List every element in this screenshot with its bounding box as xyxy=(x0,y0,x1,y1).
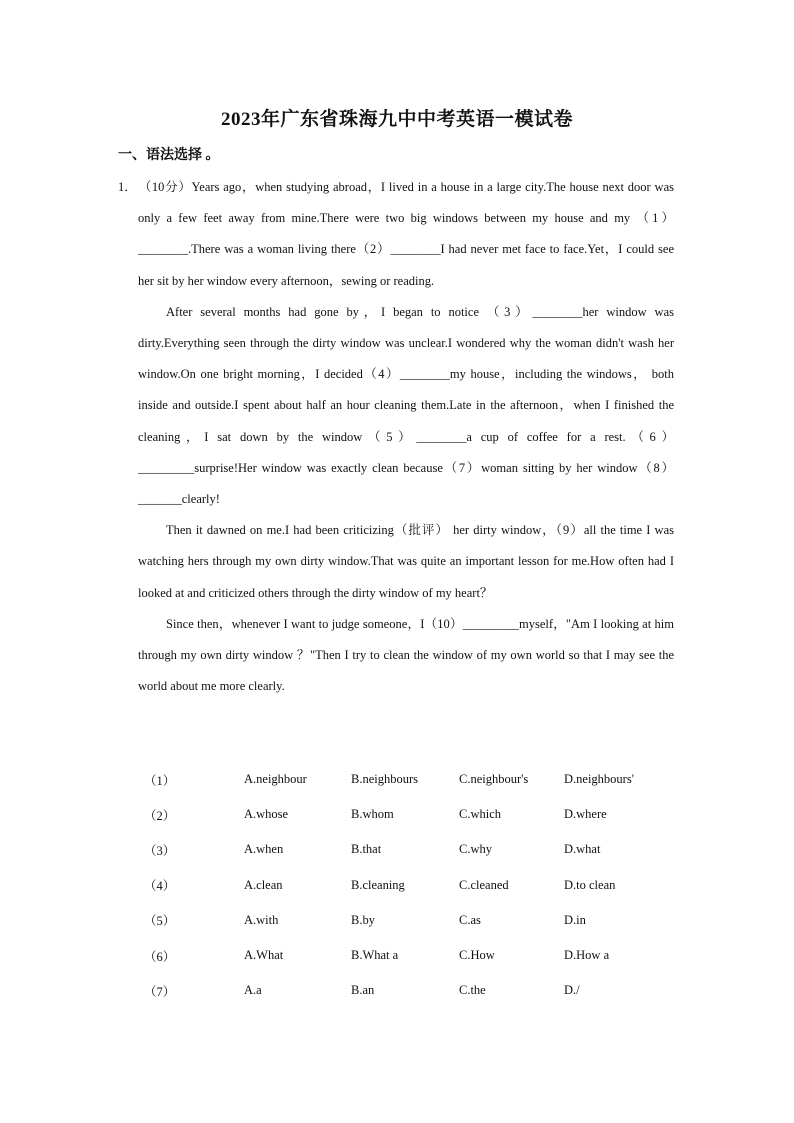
option-label: （7） xyxy=(144,984,176,999)
option-row-5 xyxy=(140,903,674,938)
option-choice-a[interactable]: A.What xyxy=(244,948,284,963)
reading-passage xyxy=(118,172,674,702)
option-row-3 xyxy=(140,832,674,867)
option-choice-c[interactable]: C.How xyxy=(459,948,495,963)
option-choice-d[interactable]: D.to clean xyxy=(564,877,616,892)
passage-paragraph-2: After several months had gone by，I began to notice （3）________her window was dirty.Everything seen through the dirty window was unclear.I wondered why the woman didn't wash her window.On one bright morning，I decided（4）________my house，including the windows， both inside and outside.I spent about half an hour cleaning them.Late in the afternoon，when I finished the cleaning，I sat down by the window（5）________a cup of coffee for a rest.（6）_________surprise!Her window was exactly clean because（7）woman sitting by her window（8）_______clearly! xyxy=(138,304,674,507)
option-label: （3） xyxy=(144,843,176,858)
option-choice-c[interactable]: C.cleaned xyxy=(459,877,509,892)
option-choice-b[interactable]: B.an xyxy=(351,983,375,998)
option-choice-b[interactable]: B.whom xyxy=(351,807,394,822)
option-choice-a[interactable]: A.with xyxy=(244,912,279,927)
option-choice-a[interactable]: A.whose xyxy=(244,807,289,822)
passage-paragraph-1 xyxy=(118,172,674,297)
option-choice-a[interactable]: A.when xyxy=(244,842,284,857)
option-choice-c[interactable]: C.neighbour's xyxy=(459,772,529,787)
option-choice-b[interactable]: B.by xyxy=(351,912,375,927)
option-choice-c[interactable]: C.as xyxy=(459,912,481,927)
option-choice-c[interactable]: C.why xyxy=(459,842,492,857)
option-choice-d[interactable]: D.where xyxy=(564,807,607,822)
option-choice-a[interactable]: A.neighbour xyxy=(244,772,307,787)
option-row-7 xyxy=(140,973,674,1008)
option-row-2 xyxy=(140,797,674,832)
option-choice-d[interactable]: D.in xyxy=(564,912,586,927)
option-row-6 xyxy=(140,938,674,973)
option-choice-b[interactable]: B.neighbours xyxy=(351,772,419,787)
option-choice-c[interactable]: C.the xyxy=(459,983,486,998)
option-label: （5） xyxy=(144,914,176,929)
option-choice-b[interactable]: B.cleaning xyxy=(351,877,405,892)
option-choice-c[interactable]: C.which xyxy=(459,807,502,822)
section-heading: 一、语法选择 。 xyxy=(118,148,220,163)
option-choice-b[interactable]: B.that xyxy=(351,842,382,857)
option-choice-a[interactable]: A.clean xyxy=(244,877,283,892)
option-label: （6） xyxy=(144,949,176,964)
option-choice-d[interactable]: D.what xyxy=(564,842,601,857)
option-choice-d[interactable]: D.neighbours' xyxy=(564,772,634,787)
option-label: （1） xyxy=(144,773,176,788)
option-label: （2） xyxy=(144,808,176,823)
passage-paragraph-4: Since then，whenever I want to judge someone，I（10）_________myself，"Am I looking at him through my own dirty window ？"Then I try to clean the window of my own world so that I may see the world about me more clearly. xyxy=(138,616,674,694)
paragraph-text: （10分）Years ago，when studying abroad，I lived in a house in a large city.The house next door was only a few feet away from mine.There were two big windows between my house and my （1）________.There was a woman living there（2）________I had never met face to face.Yet，I could see her sit by her window every afternoon，sewing or reading. xyxy=(138,180,674,288)
option-row-4 xyxy=(140,868,674,903)
option-choice-d[interactable]: D./ xyxy=(564,983,580,998)
passage-paragraph-3: Then it dawned on me.I had been criticizing（批评） her dirty window，（9）all the time I was watching hers through my own dirty window.That was quite an important lesson for me.How often had I looked at and criticized others through the dirty window of my heart？ xyxy=(138,523,674,600)
option-choice-d[interactable]: D.How a xyxy=(564,948,610,963)
question-number: 1． xyxy=(118,180,137,194)
options-table xyxy=(140,762,674,1008)
page-title: 2023年广东省珠海九中中考英语一模试卷 xyxy=(220,109,573,130)
option-choice-a[interactable]: A.a xyxy=(244,983,262,998)
option-choice-b[interactable]: B.What a xyxy=(351,948,399,963)
option-row-1 xyxy=(140,762,674,797)
option-label: （4） xyxy=(144,879,176,894)
